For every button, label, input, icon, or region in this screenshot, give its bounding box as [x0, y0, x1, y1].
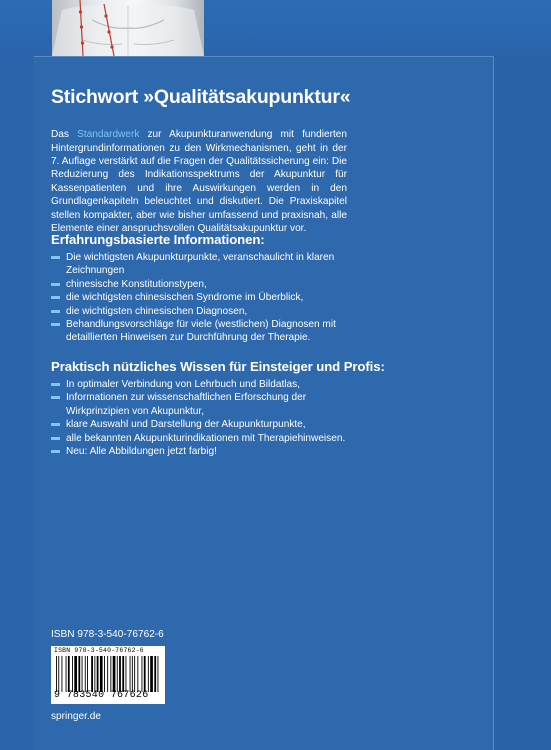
bullet-dash-icon	[51, 296, 60, 299]
bullet-dash-icon	[51, 450, 60, 453]
bullet-dash-icon	[51, 396, 60, 399]
anatomy-figure-photo	[52, 0, 204, 56]
knowledge-list	[51, 378, 347, 458]
list-item-text: Die wichtigsten Akupunkturpunkte, veranschaulicht in klaren Zeichnungen	[66, 252, 335, 277]
list-item-text: In optimaler Verbindung von Lehrbuch und Bildatlas,	[66, 379, 300, 390]
publisher-website: springer.de	[51, 711, 101, 722]
list-item-text: Informationen zur wissenschaftlichen Erforschung der Wirkprinzipien von Akupunktur,	[66, 392, 307, 417]
bullet-dash-icon	[51, 383, 60, 386]
intro-lead: Das	[51, 129, 78, 141]
list-item-text: klare Auswahl und Darstellung der Akupunkturpunkte,	[66, 419, 306, 431]
list-item-text: Behandlungsvorschläge für viele (westlichen) Diagnosen mit detaillierten Hinweisen zur Durchführung der Therapie.	[66, 319, 336, 344]
bullet-dash-icon	[51, 310, 60, 313]
section-heading-knowledge: Praktisch nützliches Wissen für Einsteiger und Profis:	[51, 359, 385, 374]
list-item	[51, 278, 347, 291]
bullet-dash-icon	[51, 437, 60, 440]
barcode-bars	[54, 656, 162, 692]
barcode-isbn-text: ISBN 978-3-540-76762-6	[54, 647, 144, 654]
experience-list	[51, 251, 347, 345]
bullet-dash-icon	[51, 323, 60, 326]
list-item-text: die wichtigsten chinesischen Diagnosen,	[66, 305, 248, 317]
section-heading-experience: Erfahrungsbasierte Informationen:	[51, 232, 265, 247]
torso-illustration	[52, 0, 204, 56]
intro-body: zur Akupunkturanwendung mit fundierten Hintergrundinformationen zu den Wirkmechanismen, geht in der 7. Auflage verstärkt auf die Fragen der Qualitätssicherung ein: Die Reduzierung des Indikationsspektrums der Akupunktur für Kassenpatienten und ihre Auswirkungen werden in den Grundlagenkapiteln beleuchtet und diskutiert. Die Praxiskapitel stellen kompakter, aber wie bisher umfassend und praxisnah, alle Elemente einer anspruchsvollen Qualitätsakupunktur vor.	[51, 129, 347, 234]
list-item-text: die wichtigsten chinesischen Syndrome im Überblick,	[66, 292, 304, 304]
list-item-text: Neu: Alle Abbildungen jetzt farbig!	[66, 446, 217, 458]
right-margin	[494, 56, 551, 750]
list-item	[51, 418, 347, 431]
list-item-text: chinesische Konstitutionstypen,	[66, 278, 207, 290]
list-item	[51, 305, 347, 318]
bullet-dash-icon	[51, 283, 60, 286]
list-item-text: alle bekannten Akupunkturindikationen mit Therapiehinweisen.	[66, 432, 346, 444]
barcode	[51, 646, 165, 704]
intro-paragraph	[51, 128, 347, 235]
list-item	[51, 378, 347, 391]
bullet-dash-icon	[51, 423, 60, 426]
list-item	[51, 432, 347, 445]
isbn-label: ISBN 978-3-540-76762-6	[51, 629, 164, 640]
list-item	[51, 318, 347, 345]
page-title: Stichwort »Qualitätsakupunktur«	[51, 86, 351, 108]
list-item	[51, 391, 347, 418]
list-item	[51, 251, 347, 278]
list-item	[51, 291, 347, 304]
barcode-number: 9 783540 767626	[54, 690, 149, 701]
intro-highlight-term: Standardwerk	[77, 129, 140, 141]
list-item	[51, 445, 347, 458]
bullet-dash-icon	[51, 256, 60, 259]
